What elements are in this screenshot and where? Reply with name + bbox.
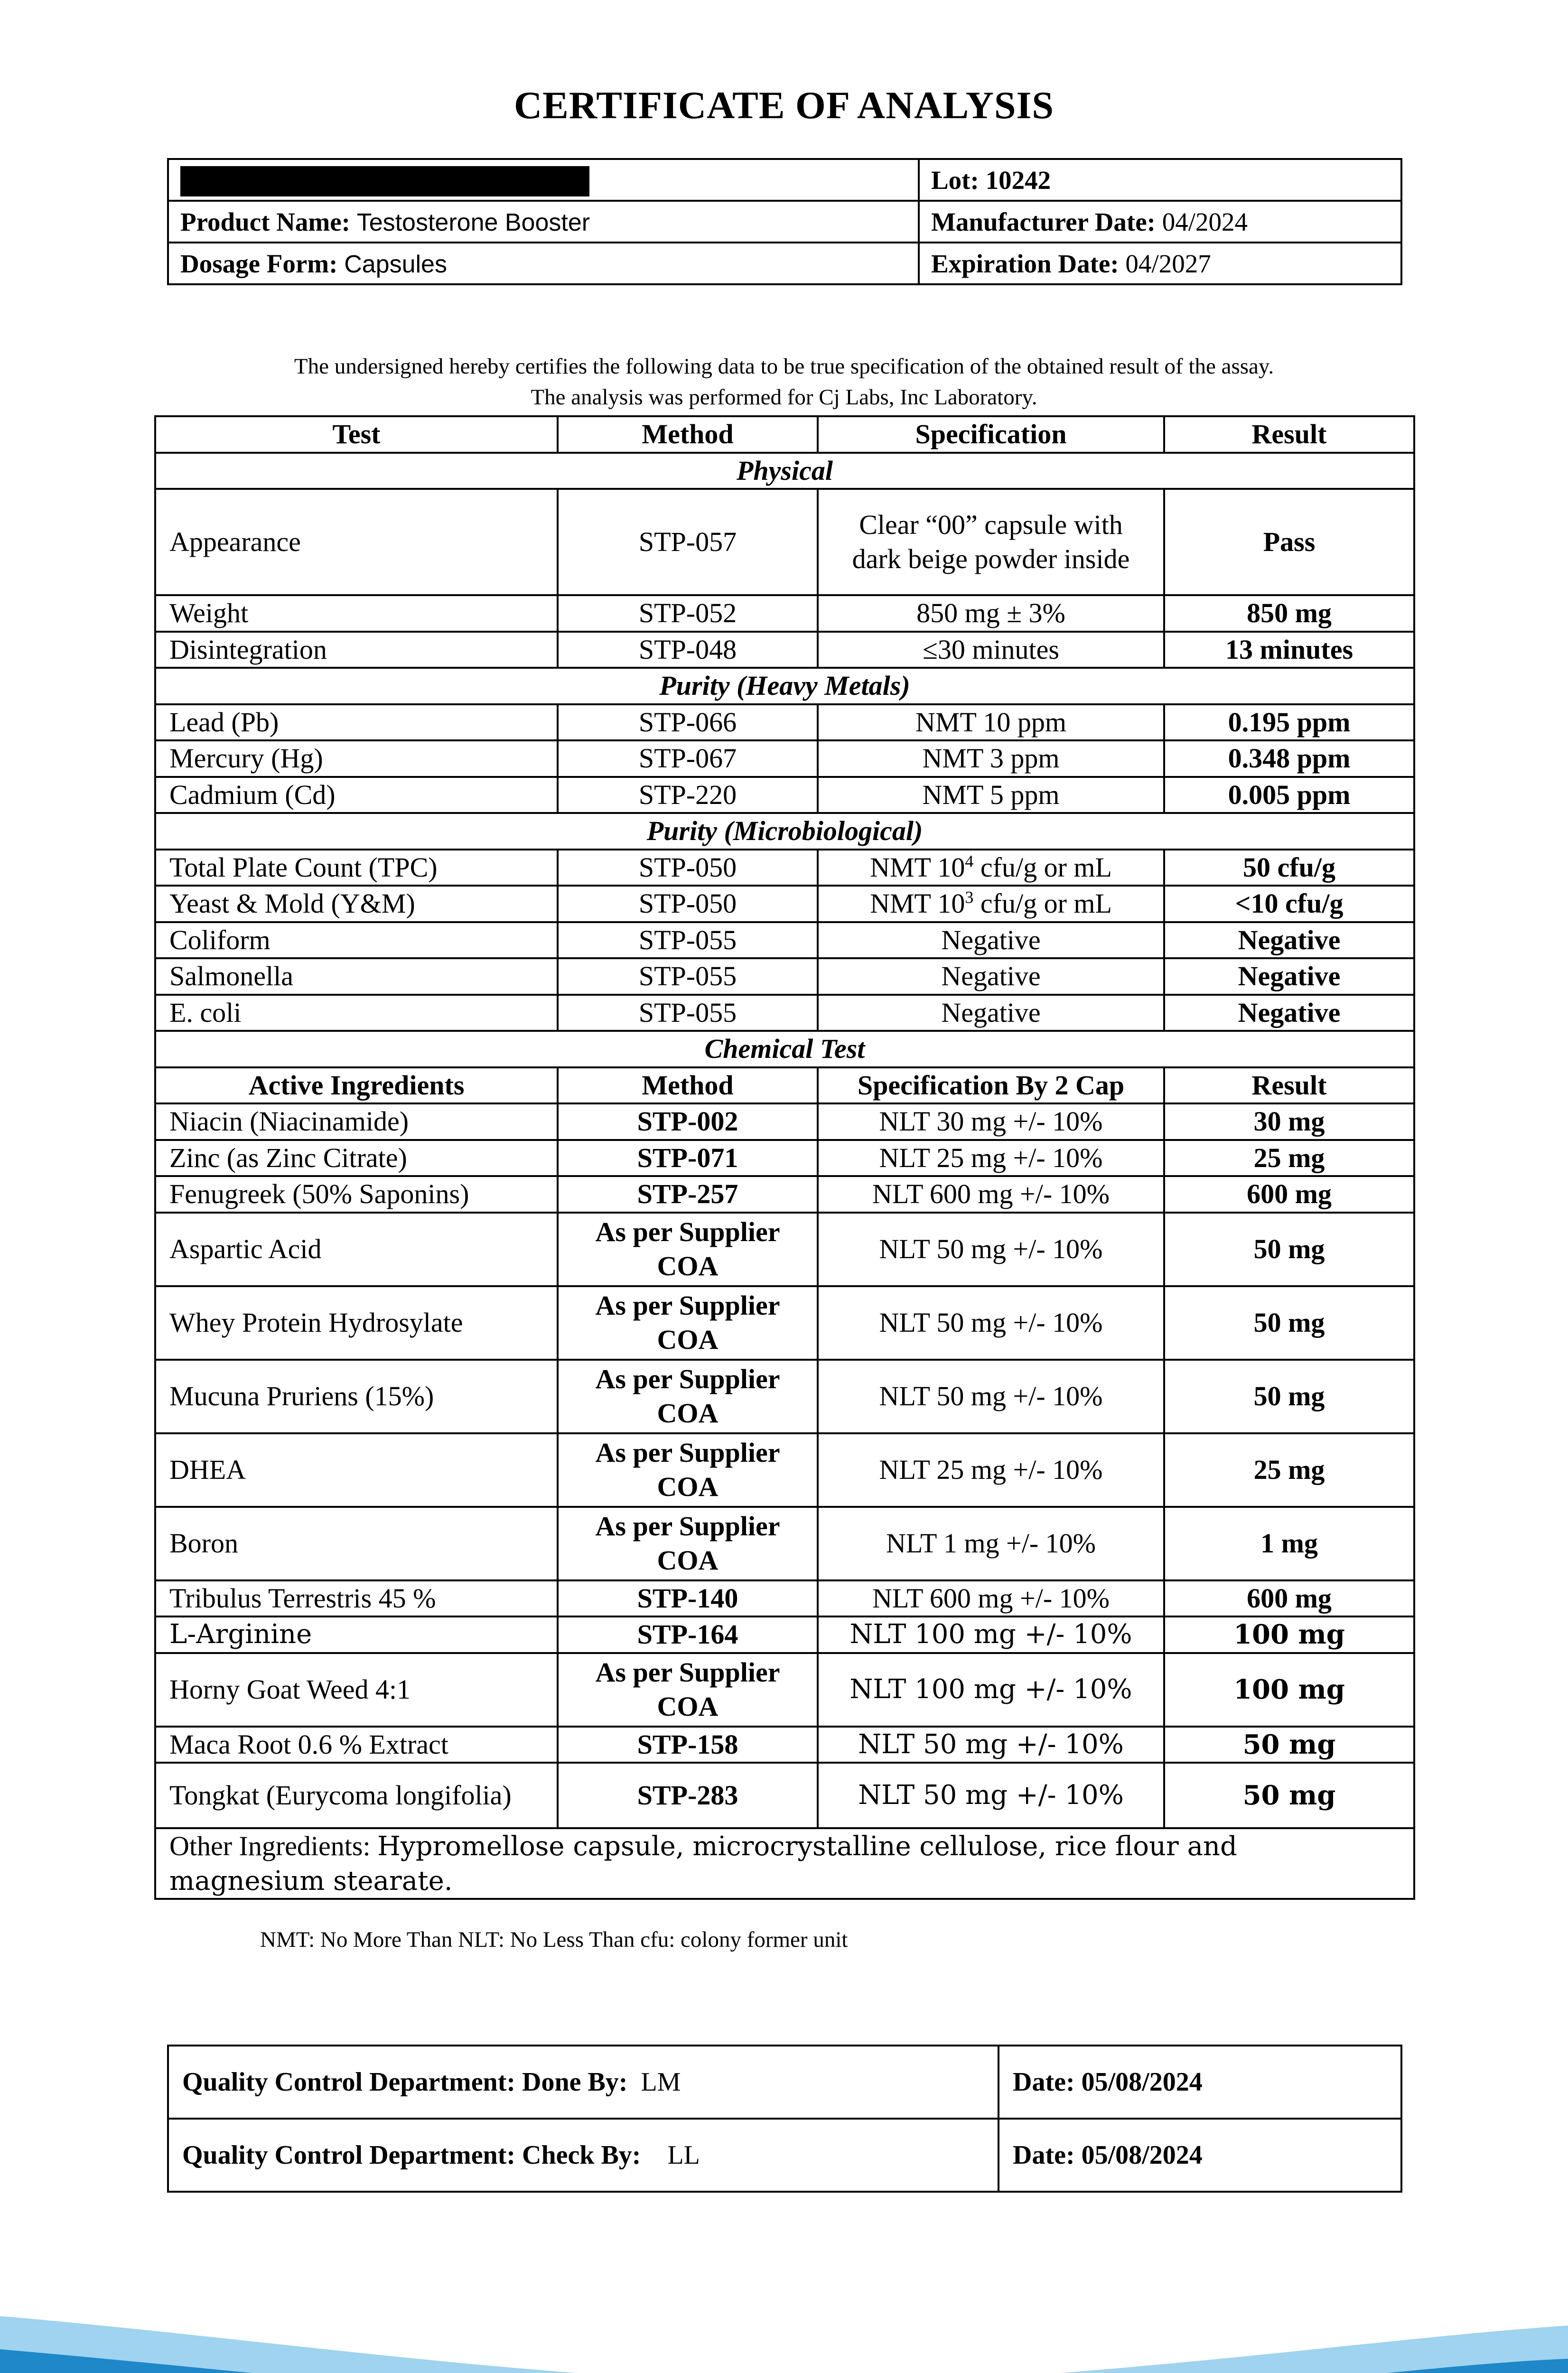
table-row: Tribulus Terrestris 45 % STP-140 NLT 600 mg +/- 10% 600 mg [155,1580,1414,1617]
table-row: Mucuna Pruriens (15%) As per Supplier COA NLT 50 mg +/- 10% 50 mg [155,1360,1414,1433]
qc-done-by: Quality Control Department: Done By: LM [168,2046,999,2119]
expiration-date: Expiration Date: 04/2027 [919,243,1401,284]
dosage-form: Dosage Form: Capsules [168,243,919,284]
header-specification: Specification [818,416,1164,453]
table-row: Yeast & Mold (Y&M) STP-050 NMT $10^3$ cfu/g or mL <10 cfu/g [155,886,1414,922]
qc-check-by: Quality Control Department: Check By: LL [168,2119,999,2192]
chemical-header-row: Active Ingredients Method Specification By 2 Cap Result [155,1067,1414,1104]
qc-done-date: Date: 05/08/2024 [999,2046,1401,2119]
redacted-cell [168,159,919,201]
abbreviations-note: NMT: No More Than NLT: No Less Than cfu: colony former unit [260,1927,848,1952]
table-row: Lead (Pb) STP-066 NMT 10 ppm 0.195 ppm [155,704,1414,741]
other-ingredients-row [155,1828,1414,1899]
header-method: Method [558,416,818,453]
table-row: Disintegration STP-048 ≤30 minutes 13 minutes [155,632,1414,668]
section-heavy-metals: Purity (Heavy Metals) [155,668,1414,704]
certification-lab: The analysis was performed for Cj Labs, Inc Laboratory. [531,385,1037,410]
table-row: DHEA As per Supplier COA NLT 25 mg +/- 10% 25 mg [155,1433,1414,1507]
section-chemical: Chemical Test [155,1031,1414,1067]
certification-statement: The undersigned hereby certifies the following data to be true specification of the obtained result of the assay. [294,354,1274,379]
document-title: CERTIFICATE OF ANALYSIS [513,84,1055,127]
other-ingredients: Other Ingredients: Hypromellose capsule, microcrystalline cellulose, rice flour and magnesium stearate. [155,1828,1414,1899]
table-row: Coliform STP-055 Negative Negative [155,922,1414,959]
manufacturer-date: Manufacturer Date: 04/2024 [919,201,1401,243]
header-result: Result [1164,416,1414,453]
table-row: Fenugreek (50% Saponins) STP-257 NLT 600 mg +/- 10% 600 mg [155,1176,1414,1213]
table-row: Mercury (Hg) STP-067 NMT 3 ppm 0.348 ppm [155,740,1414,777]
qc-check-date: Date: 05/08/2024 [999,2119,1401,2192]
section-physical: Physical [155,453,1414,489]
table-row: E. coli STP-055 Negative Negative [155,995,1414,1031]
table-row: Boron As per Supplier COA NLT 1 mg +/- 10% 1 mg [155,1507,1414,1580]
section-microbiological: Purity (Microbiological) [155,813,1414,850]
table-row: Whey Protein Hydrosylate As per Supplier COA NLT 50 mg +/- 10% 50 mg [155,1286,1414,1360]
table-row: Weight STP-052 850 mg ± 3% 850 mg [155,595,1414,632]
analysis-table [154,415,1415,1900]
table-row: L-Arginine STP-164 NLT 100 mg +/- 10% 100 mg [155,1616,1414,1653]
table-row: Aspartic Acid As per Supplier COA NLT 50 mg +/- 10% 50 mg [155,1213,1414,1286]
table-header-row [155,416,1414,453]
header-test: Test [155,416,558,453]
product-name: Product Name: Testosterone Booster [168,201,919,243]
table-row: Zinc (as Zinc Citrate) STP-071 NLT 25 mg +/- 10% 25 mg [155,1140,1414,1177]
table-row: Total Plate Count (TPC) STP-050 NMT $10^4$ cfu/g or mL 50 cfu/g [155,850,1414,886]
product-info-table [167,158,1402,285]
lot-number: Lot: 10242 [919,159,1401,201]
table-row: Cadmium (Cd) STP-220 NMT 5 ppm 0.005 ppm [155,777,1414,813]
table-row: Niacin (Niacinamide) STP-002 NLT 30 mg +/- 10% 30 mg [155,1103,1414,1140]
table-row: Maca Root 0.6 % Extract STP-158 NLT 50 mg +/- 10% 50 mg [155,1727,1414,1763]
table-row: Salmonella STP-055 Negative Negative [155,958,1414,995]
footer-wave-light [0,2316,1568,2373]
footer-wave [0,2307,1568,2373]
redaction-bar [180,166,589,196]
quality-control-table [167,2045,1402,2193]
table-row: Horny Goat Weed 4:1 As per Supplier COA NLT 100 mg +/- 10% 100 mg [155,1653,1414,1727]
table-row: Appearance STP-057 Clear “00” capsule with dark beige powder inside Pass [155,489,1414,595]
table-row: Tongkat (Eurycoma longifolia) STP-283 NLT 50 mg +/- 10% 50 mg [155,1763,1414,1828]
